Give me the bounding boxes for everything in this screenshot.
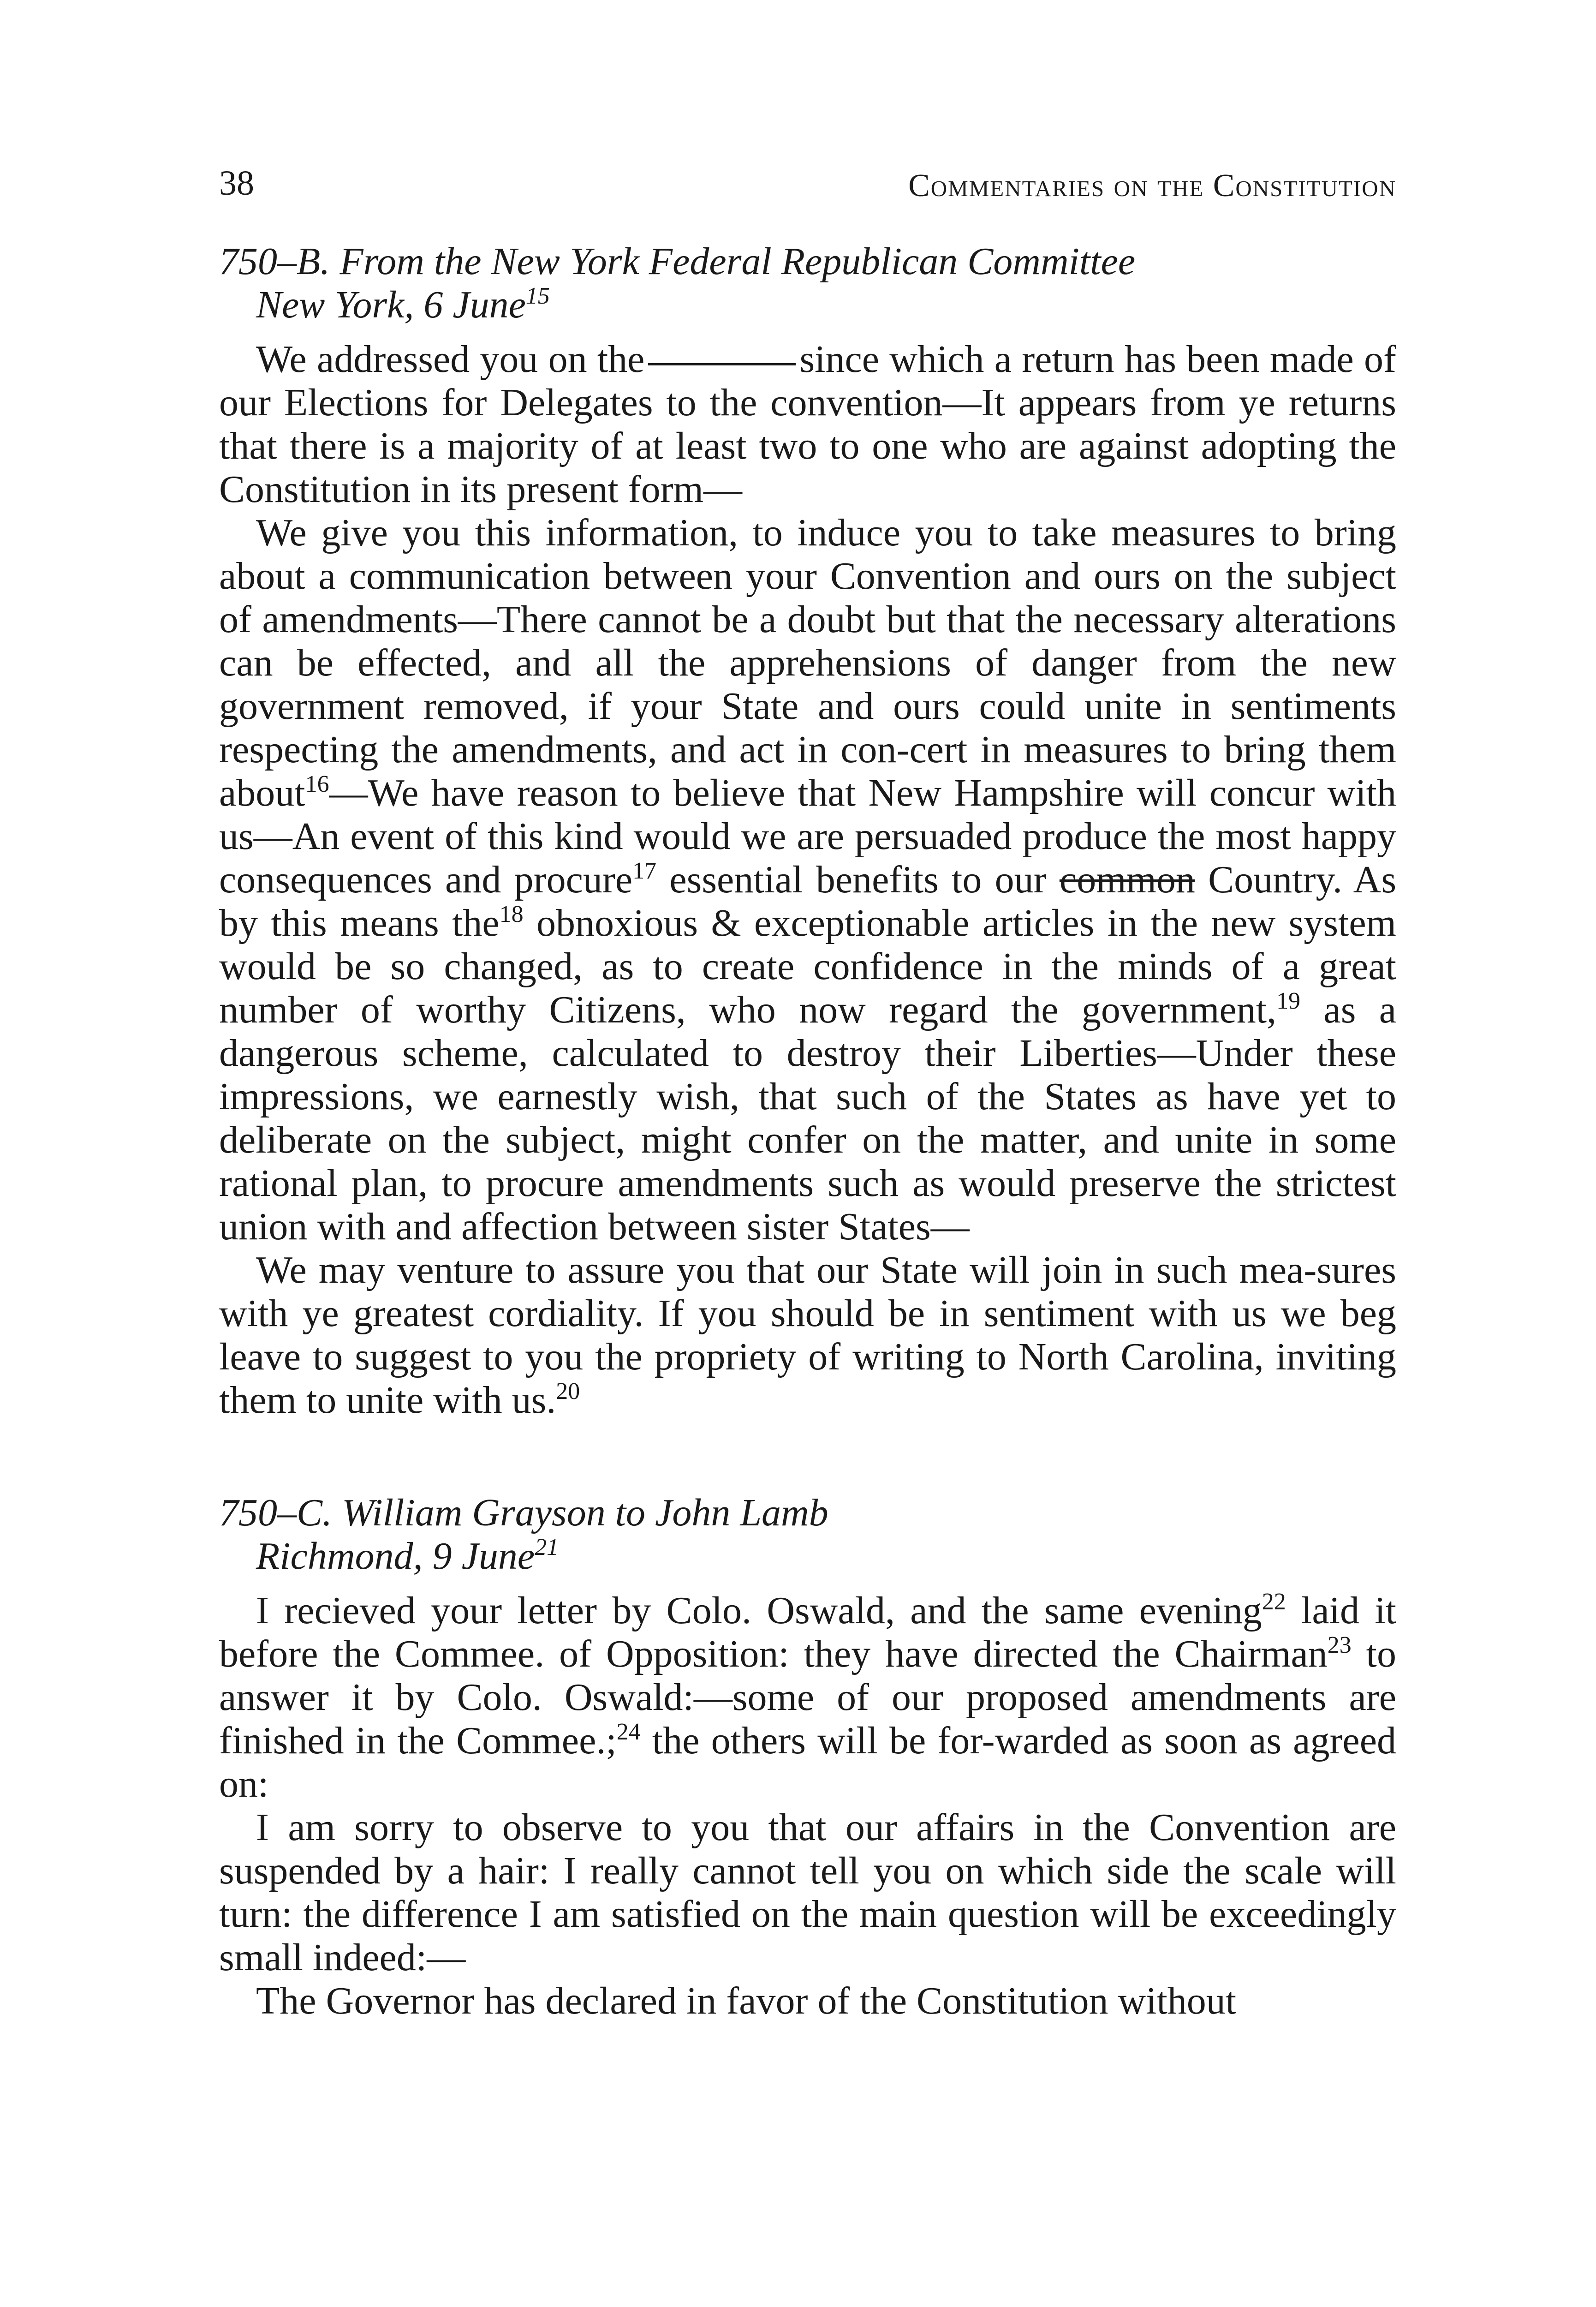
footnote-ref: 19 xyxy=(1276,988,1301,1014)
document-id: 750–B. xyxy=(219,240,330,283)
dateline: New York, 6 June$^{15}$ xyxy=(256,283,550,326)
letter-body-750b xyxy=(219,338,1396,1422)
dateline: Richmond, 9 June$^{21}$ xyxy=(256,1534,559,1578)
footnote-ref: 23 xyxy=(1327,1632,1352,1658)
paragraph: We addressed you on the since which a return has been made of our Elections for Delegates to the convention—It appears from ye returns that there is a majority of at least two to one who are against adopting the Constitution in its present form— xyxy=(219,338,1396,511)
document-id: 750–C. xyxy=(219,1491,333,1534)
document-title: From the New York Federal Republican Committee xyxy=(339,240,1136,283)
footnote-ref: 15 xyxy=(525,283,550,309)
footnote-ref: 16 xyxy=(305,771,329,797)
blank-line xyxy=(648,363,796,365)
footnote-ref: 17 xyxy=(632,858,657,884)
running-title: Commentaries on the Constitution xyxy=(908,168,1396,203)
document-title: William Grayson to John Lamb xyxy=(342,1491,828,1534)
footnote-ref: 20 xyxy=(556,1378,580,1405)
struck-word: common xyxy=(1059,858,1195,901)
document-heading-750c xyxy=(219,1491,1396,1578)
footnote-ref: 21 xyxy=(535,1534,559,1560)
letter-body-750c xyxy=(219,1589,1396,2023)
running-head xyxy=(219,162,1396,204)
paragraph: We may venture to assure you that our State will join in such mea-sures with ye greatest cordiality. If you should be in sentiment with us we beg leave to suggest to you the propriety of writing to North Carolina, inviting them to unite with us.$^{20}$ xyxy=(219,1249,1396,1422)
paragraph: The Governor has declared in favor of the Constitution without xyxy=(256,1979,1237,2022)
footnote-ref: 24 xyxy=(616,1719,641,1745)
paragraph: I recieved your letter by Colo. Oswald, and the same evening$^{22}$ laid it before the Commee. of Opposition: they have directed the Chairman$^{23}$ to answer it by Colo. Oswald:—some of our proposed amendments are finished in the Commee.;$^{24}$ the others will be for-warded as soon as agreed on: xyxy=(219,1589,1397,1805)
document-heading-750b xyxy=(219,240,1396,327)
paragraph: I am sorry to observe to you that our affairs in the Convention are suspended by a hair: I really cannot tell you on which side the scale will turn: the difference I am satisfied on the main question will be exceedingly small indeed:— xyxy=(219,1806,1396,1979)
page-content xyxy=(219,240,1396,2023)
footnote-ref: 22 xyxy=(1262,1589,1286,1615)
paragraph: We give you this information, to induce you to take measures to bring about a communication between your Convention and ours on the subject of amendments—There cannot be a doubt but that the necessary alterations can be effected, and all the apprehensions of danger from the new government removed, if your State and ours could unite in sentiments respecting the amendments, and act in con-cert in measures to bring them about$^{16}$—We have reason to believe that New Hampshire will concur with us—An event of this kind would we are persuaded produce the most happy consequences and procure$^{17}$ essential benefits to our common Country. As by this means the$^{18}$ obnoxious & exceptionable articles in the new system would be so changed, as to create confidence in the minds of a great number of worthy Citizens, who now regard the government,$^{19}$ as a dangerous scheme, calculated to destroy their Liberties—Under these impressions, we earnestly wish, that such of the States as have yet to deliberate on the subject, might confer on the matter, and unite in some rational plan, to procure amendments such as would preserve the strictest union with and affection between sister States— xyxy=(219,511,1397,1248)
page-number: 38 xyxy=(219,164,254,203)
footnote-ref: 18 xyxy=(499,901,524,927)
